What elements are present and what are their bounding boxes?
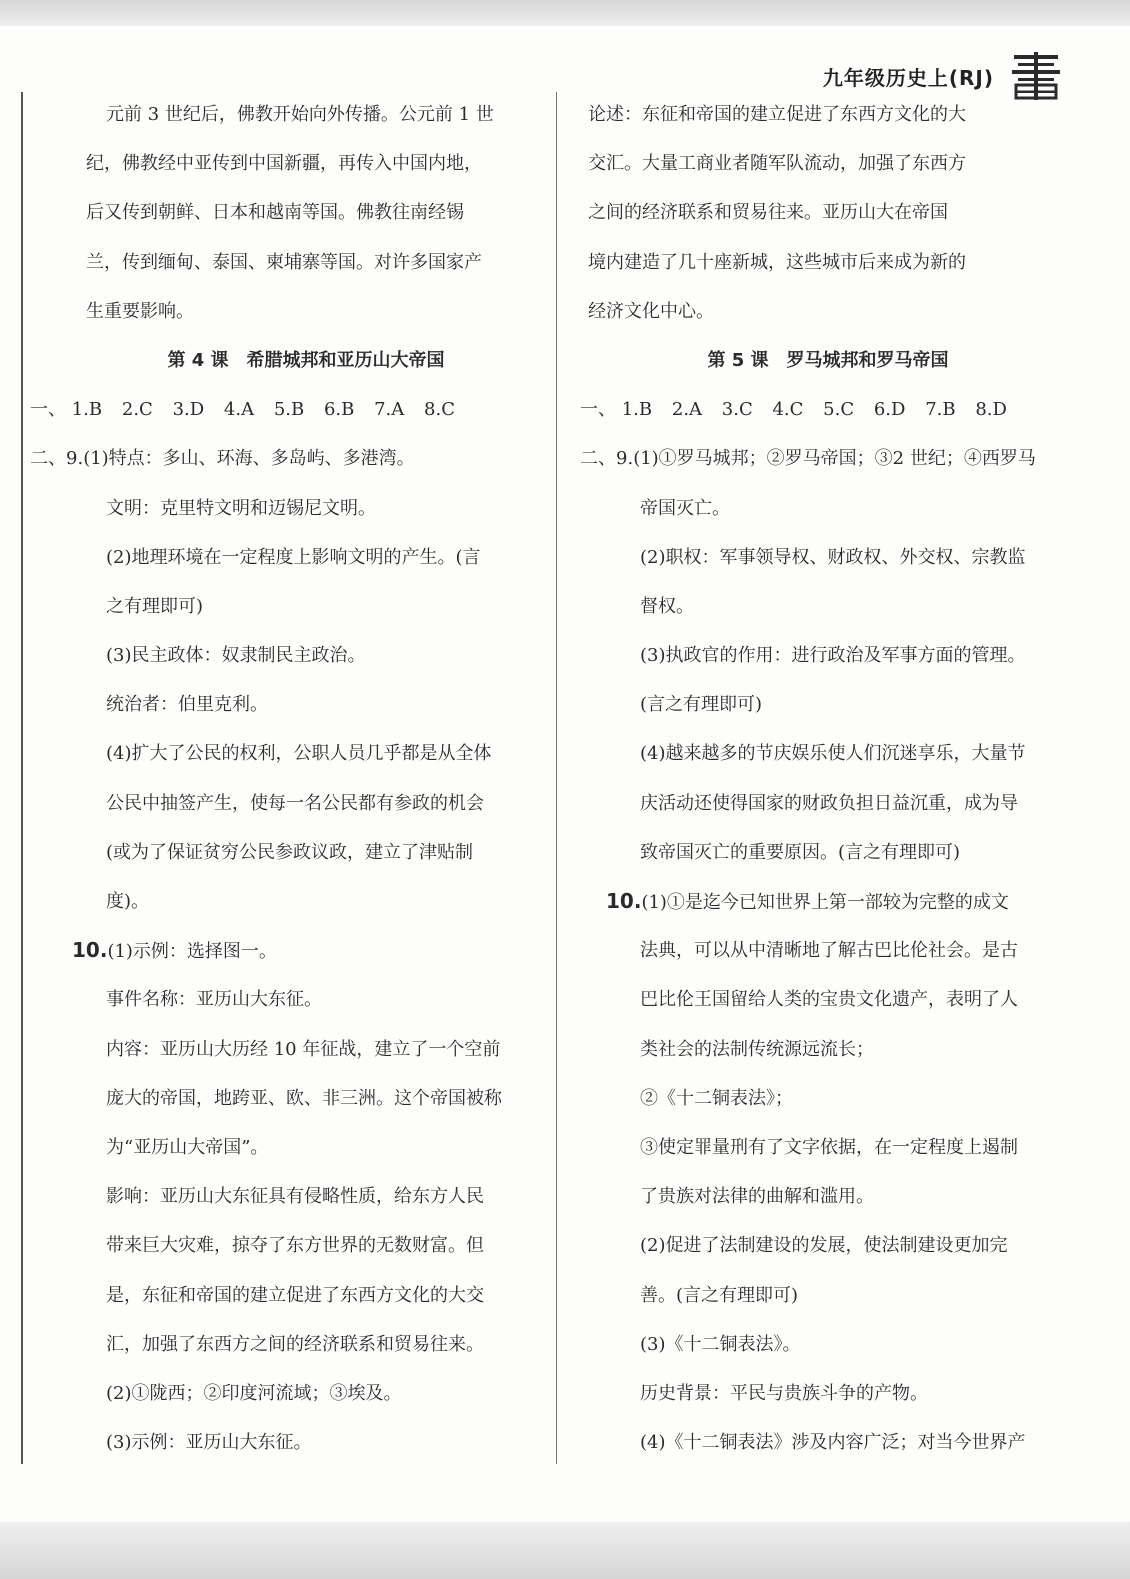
q10-first-line bbox=[606, 877, 1068, 926]
text-line: 文明：克里特文明和迈锡尼文明。 bbox=[106, 497, 376, 519]
page-title: 九年级历史上(RJ) bbox=[822, 65, 994, 90]
text-line: 巴比伦王国留给人类的宝贵文化遗产，表明了人 bbox=[640, 989, 1018, 1011]
text-line: 后又传到朝鲜、日本和越南等国。佛教往南经锡 bbox=[86, 202, 464, 224]
mc-answer: 2.C bbox=[121, 399, 153, 421]
mc-answer: 1.B bbox=[621, 399, 653, 421]
text-line: 带来巨大灾难，掠夺了东方世界的无数财富。但 bbox=[106, 1235, 484, 1257]
text-line: 善。(言之有理即可) bbox=[640, 1284, 799, 1306]
text-line: (4)扩大了公民的权利，公职人员几乎都是从全体 bbox=[106, 743, 492, 765]
text-line: (2)职权：军事领导权、财政权、外交权、宗教监 bbox=[640, 546, 1026, 568]
left-column bbox=[30, 90, 526, 1467]
text-line: 庞大的帝国，地跨亚、欧、非三洲。这个帝国被称 bbox=[106, 1087, 502, 1109]
mc-answer: 5.B bbox=[273, 399, 305, 421]
mc-answer: 8.D bbox=[975, 399, 1007, 421]
text-line: 生重要影响。 bbox=[86, 300, 194, 322]
right-column bbox=[580, 90, 1068, 1467]
text-line: 度)。 bbox=[106, 891, 150, 912]
mc-answer: 4.C bbox=[772, 399, 804, 421]
text-line: 汇，加强了东西方之间的经济联系和贸易往来。 bbox=[106, 1333, 484, 1355]
q10-first-line bbox=[72, 926, 526, 975]
text-line: 督权。 bbox=[640, 595, 694, 617]
text-line: 之间的经济联系和贸易往来。亚历山大在帝国 bbox=[588, 202, 948, 224]
scan-bottom-edge bbox=[0, 1522, 1130, 1579]
section-one-label: 一、 bbox=[30, 399, 66, 421]
text-line: 之有理即可) bbox=[106, 595, 204, 617]
text-line: 帝国灭亡。 bbox=[640, 497, 730, 519]
scan-top-edge bbox=[0, 0, 1130, 26]
mc-answer: 1.B bbox=[71, 399, 103, 421]
text-line: (2)①陇西；②印度河流域；③埃及。 bbox=[106, 1382, 402, 1404]
text-line: (或为了保证贫穷公民参政议政，建立了津贴制 bbox=[106, 841, 474, 863]
text-line: (3)民主政体：奴隶制民主政治。 bbox=[106, 645, 366, 667]
mc-answer: 3.D bbox=[172, 399, 205, 421]
q9-label: 二、9. bbox=[30, 448, 84, 470]
text-line: (4)《十二铜表法》涉及内容广泛；对当今世界产 bbox=[640, 1432, 1026, 1454]
q9-label: 二、9. bbox=[580, 448, 634, 470]
section-one-label: 一、 bbox=[580, 399, 616, 421]
text-line: (1)示例：选择图一。 bbox=[107, 941, 277, 963]
text-line: (3)示例：亚历山大东征。 bbox=[106, 1432, 312, 1454]
q10-label: 10. bbox=[606, 889, 642, 913]
text-line: (2)地理环境在一定程度上影响文明的产生。(言 bbox=[106, 546, 481, 568]
text-line: 经济文化中心。 bbox=[588, 300, 714, 322]
text-line: ②《十二铜表法》； bbox=[640, 1087, 793, 1109]
text-line: 纪，佛教经中亚传到中国新疆，再传入中国内地， bbox=[86, 153, 482, 175]
text-line: 庆活动还使得国家的财政负担日益沉重，成为导 bbox=[640, 792, 1018, 814]
text-line: 为“亚历山大帝国”。 bbox=[106, 1136, 269, 1158]
text-line: 论述：东征和帝国的建立促进了东西方文化的大 bbox=[588, 104, 966, 125]
text-line: 境内建造了几十座新城，这些城市后来成为新的 bbox=[588, 251, 966, 273]
mc-answer: 3.C bbox=[721, 399, 753, 421]
text-line: 是，东征和帝国的建立促进了东西方文化的大交 bbox=[106, 1284, 484, 1306]
q10-label: 10. bbox=[72, 938, 108, 963]
text-line: (4)越来越多的节庆娱乐使人们沉迷享乐，大量节 bbox=[640, 743, 1026, 765]
text-line: (3)执政官的作用：进行政治及军事方面的管理。 bbox=[640, 645, 1026, 667]
text-line: 元前 3 世纪后，佛教开始向外传播。公元前 1 世 bbox=[106, 104, 494, 125]
text-line: 历史背景：平民与贵族斗争的产物。 bbox=[640, 1382, 928, 1404]
text-line: ③使定罪量刑有了文字依据，在一定程度上遏制 bbox=[640, 1136, 1018, 1158]
mc-answer: 8.C bbox=[424, 399, 455, 421]
mc-answers-row bbox=[580, 385, 1068, 434]
text-line: 影响：亚历山大东征具有侵略性质，给东方人民 bbox=[106, 1186, 484, 1208]
text-line: (1)特点：多山、环海、多岛屿、多港湾。 bbox=[83, 448, 415, 470]
text-line: 致帝国灭亡的重要原因。(言之有理即可) bbox=[640, 841, 961, 863]
mc-answer: 6.D bbox=[873, 399, 906, 421]
text-line: 法典，可以从中清晰地了解古巴比伦社会。是古 bbox=[640, 940, 1018, 962]
text-line: (3)《十二铜表法》。 bbox=[640, 1333, 801, 1355]
text-line: 了贵族对法律的曲解和滥用。 bbox=[640, 1186, 874, 1208]
text-line: 统治者：伯里克利。 bbox=[106, 694, 268, 716]
column-divider bbox=[556, 92, 557, 1464]
text-line: 类社会的法制传统源远流长； bbox=[640, 1038, 874, 1060]
text-line: 公民中抽签产生，使每一名公民都有参政的机会 bbox=[106, 792, 484, 814]
mc-answer: 6.B bbox=[323, 399, 355, 421]
mc-answer: 5.C bbox=[823, 399, 855, 421]
text-line: 交汇。大量工商业者随军队流动，加强了东西方 bbox=[588, 153, 966, 175]
lesson-4-title: 第 4 课 希腊城邦和亚历山大帝国 bbox=[167, 349, 445, 371]
mc-answers-row bbox=[30, 385, 526, 434]
text-line: (1)①罗马城邦；②罗马帝国；③2 世纪；④西罗马 bbox=[633, 448, 1036, 470]
mc-answer: 4.A bbox=[223, 399, 255, 421]
text-line: 兰，传到缅甸、泰国、柬埔寨等国。对许多国家产 bbox=[86, 251, 482, 273]
text-line: (2)促进了法制建设的发展，使法制建设更加完 bbox=[640, 1235, 1008, 1257]
left-margin-rule bbox=[21, 92, 23, 1464]
q9-first-line bbox=[30, 434, 526, 483]
mc-answer: 7.A bbox=[374, 399, 405, 421]
text-line: (言之有理即可) bbox=[640, 694, 763, 716]
q9-first-line bbox=[580, 434, 1068, 483]
lesson-5-title: 第 5 课 罗马城邦和罗马帝国 bbox=[707, 349, 949, 371]
text-line: (1)①是迄今已知世界上第一部较为完整的成文 bbox=[641, 892, 1009, 913]
mc-answer: 7.B bbox=[925, 399, 956, 421]
text-line: 内容：亚历山大历经 10 年征战，建立了一个空前 bbox=[106, 1038, 501, 1060]
text-line: 事件名称：亚历山大东征。 bbox=[106, 989, 322, 1011]
mc-answer: 2.A bbox=[671, 399, 703, 421]
